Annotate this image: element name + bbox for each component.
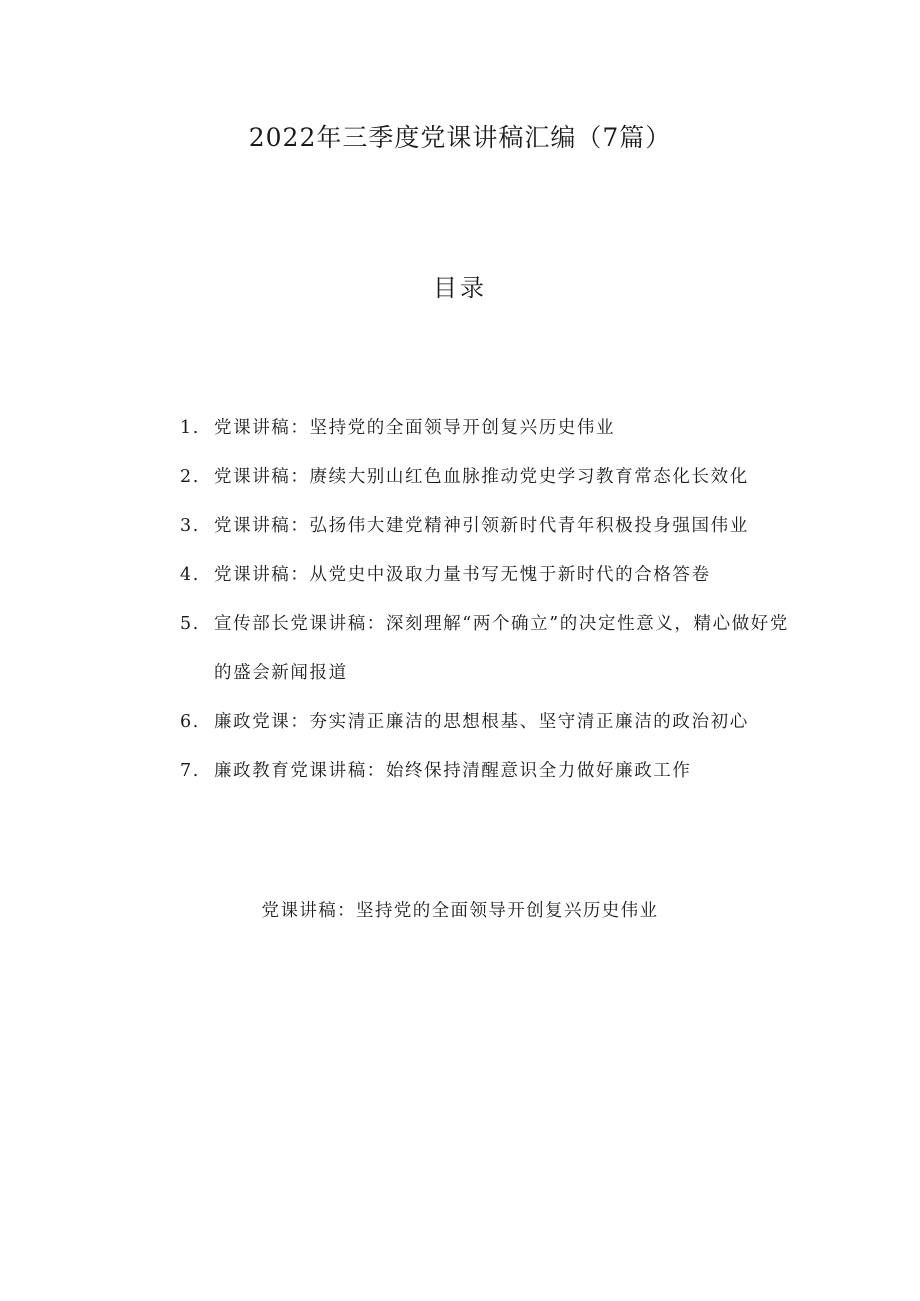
toc-item-number: 1. bbox=[180, 418, 200, 438]
toc-item-2[interactable] bbox=[180, 453, 800, 502]
toc-item-5[interactable] bbox=[180, 600, 800, 698]
toc-item-text: 廉政教育党课讲稿：始终保持清醒意识全力做好廉政工作 bbox=[214, 761, 692, 781]
toc-item-6[interactable] bbox=[180, 698, 800, 747]
toc-item-number: 4. bbox=[180, 565, 200, 585]
toc-item-text: 党课讲稿：弘扬伟大建党精神引领新时代青年积极投身强国伟业 bbox=[214, 516, 749, 536]
toc-item-text: 党课讲稿：坚持党的全面领导开创复兴历史伟业 bbox=[214, 418, 616, 438]
toc-item-7[interactable] bbox=[180, 747, 800, 796]
table-of-contents bbox=[180, 404, 800, 796]
toc-item-number: 2. bbox=[180, 467, 200, 487]
toc-item-text: 党课讲稿：从党史中汲取力量书写无愧于新时代的合格答卷 bbox=[214, 565, 711, 585]
toc-heading: 目录 bbox=[433, 274, 487, 302]
toc-item-4[interactable] bbox=[180, 551, 800, 600]
toc-item-text: 党课讲稿：赓续大别山红色血脉推动党史学习教育常态化长效化 bbox=[214, 467, 749, 487]
toc-item-3[interactable] bbox=[180, 502, 800, 551]
toc-item-number: 7. bbox=[180, 761, 200, 781]
section-title: 党课讲稿：坚持党的全面领导开创复兴历史伟业 bbox=[261, 901, 659, 921]
document-title: 2022年三季度党课讲稿汇编（7篇） bbox=[248, 123, 672, 152]
toc-item-number: 6. bbox=[180, 712, 200, 732]
toc-item-number: 5. bbox=[180, 614, 200, 634]
toc-item-1[interactable] bbox=[180, 404, 800, 453]
toc-item-text: 宣传部长党课讲稿：深刻理解“两个确立”的决定性意义，精心做好党的盛会新闻报道 bbox=[214, 614, 789, 683]
toc-item-number: 3. bbox=[180, 516, 200, 536]
toc-item-text: 廉政党课：夯实清正廉洁的思想根基、坚守清正廉洁的政治初心 bbox=[214, 712, 749, 732]
